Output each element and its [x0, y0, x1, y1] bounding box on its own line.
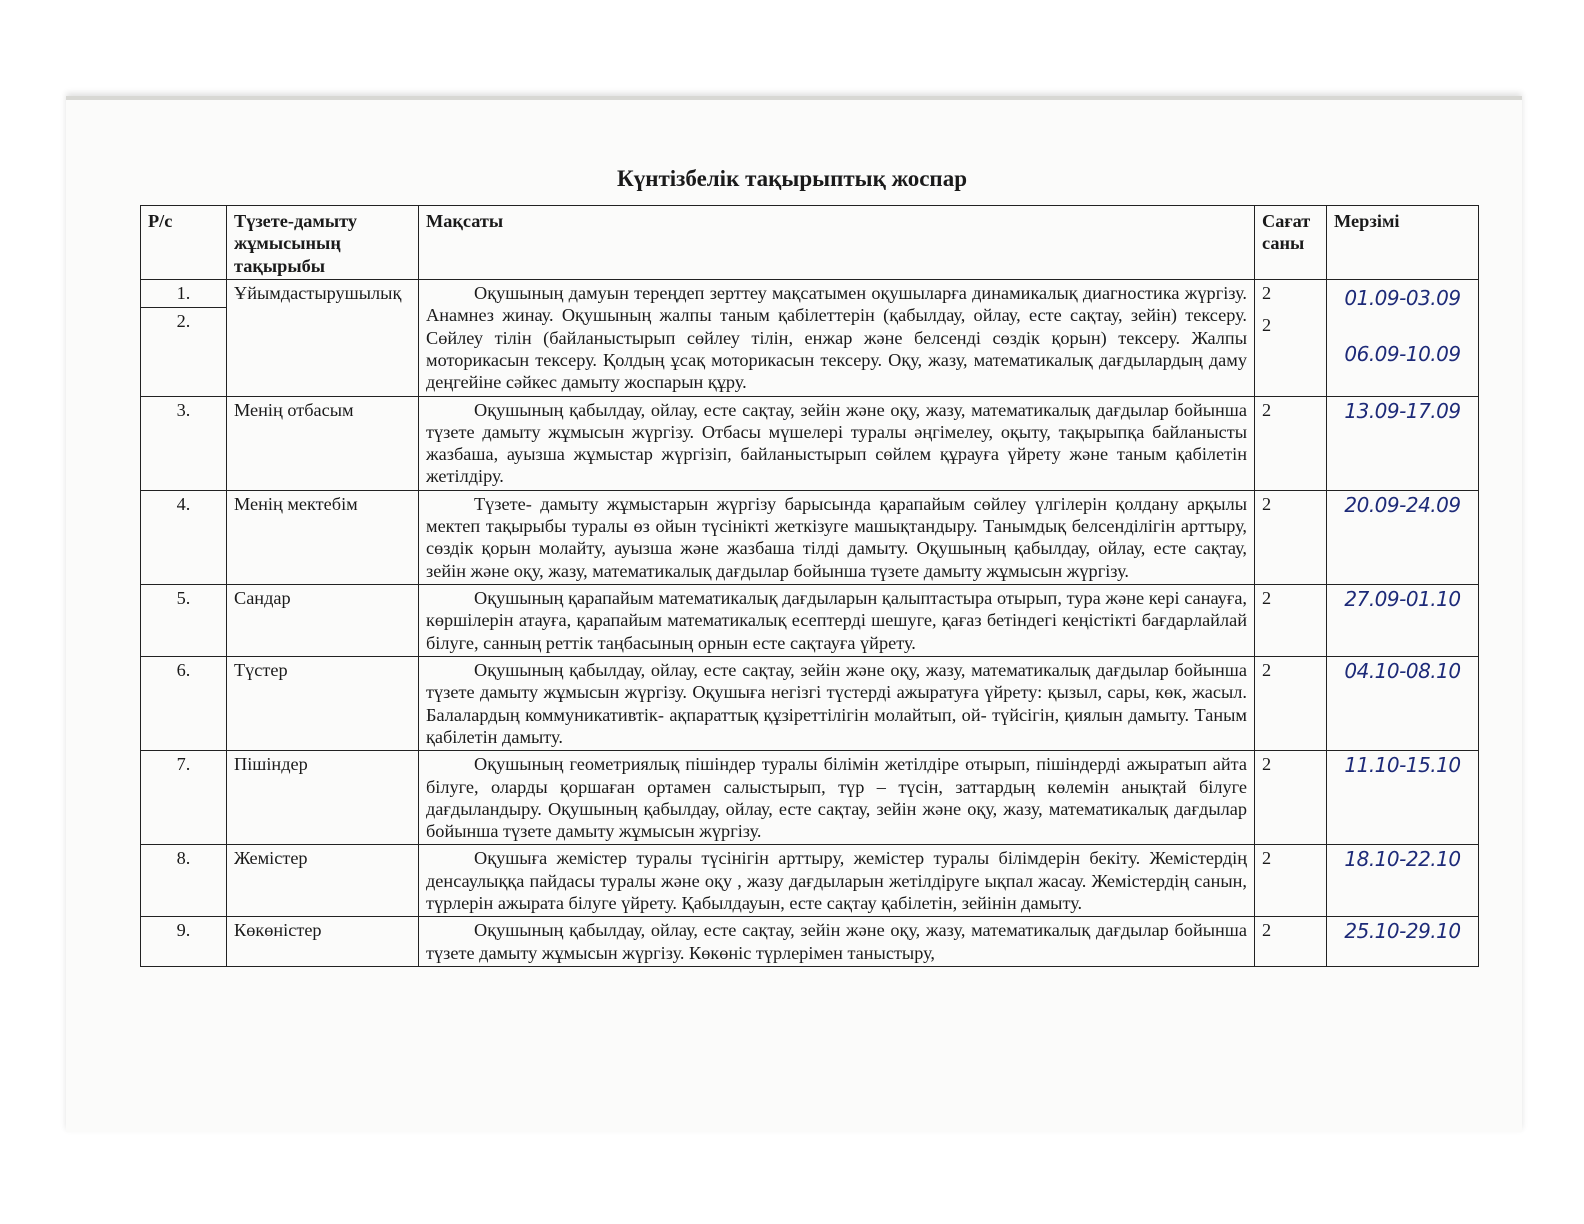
- row-hours: 2: [1255, 585, 1327, 657]
- row-aim: [419, 845, 1255, 917]
- row-aim: [419, 751, 1255, 845]
- row-topic: Ұйымдастырушылық: [227, 279, 419, 396]
- row-aim: [419, 585, 1255, 657]
- row-hours: 2: [1255, 656, 1327, 750]
- table-header-row: [141, 206, 1479, 280]
- row-topic: Сандар: [227, 585, 419, 657]
- row-date: 11.10-15.10: [1327, 751, 1479, 845]
- row-topic: Көкөністер: [227, 917, 419, 967]
- calendar-plan-table: [140, 205, 1479, 967]
- row-num: [141, 279, 227, 396]
- row-aim: [419, 917, 1255, 967]
- row-date: 20.09-24.09: [1327, 490, 1479, 584]
- row-hours: 2: [1255, 917, 1327, 967]
- table-row: [141, 751, 1479, 845]
- row-aim: [419, 656, 1255, 750]
- row-date: 25.10-29.10: [1327, 917, 1479, 967]
- row-hours: [1255, 279, 1327, 396]
- row-aim-text: Оқушының қабылдау, ойлау, есте сақтау, зейін және оқу, жазу, математикалық дағдылар бойынша түзете дамыту жұмысын жүргізу. Отбасы мүшелері туралы әңгімелеу, оқыту, тақырыпқа байланысты жазбаша, ауызша жұмыстар жүргізіп, байланыстырып сөйлем құрауға үйрету және таным қабілетін жетілдіру.: [426, 399, 1247, 487]
- header-num: Р/с: [141, 206, 227, 280]
- row-topic: Менің мектебім: [227, 490, 419, 584]
- row-aim-text: Оқушының қабылдау, ойлау, есте сақтау, зейін және оқу, жазу, математикалық дағдылар бойынша түзете дамыту жұмысын жүргізу. Көкөніс түрлерімен таныстыру,: [426, 920, 1247, 963]
- row-num-2: 2.: [141, 307, 226, 332]
- header-dates: Мерзімі: [1327, 206, 1479, 280]
- row-num: 6.: [141, 656, 227, 750]
- row-num: 8.: [141, 845, 227, 917]
- row-aim-text: Оқушыға жемістер туралы түсінігін арттыру, жемістер туралы білімдерін бекіту. Жемістердің денсаулыққа пайдасы туралы және оқу , жазу дағдыларын жетілдіруге ықпал жасау. Жемістердің санын, түрлерін ажырата білуге үйрету. Қабылдауын, есте сақтау қабілетін, зейінін дамыту.: [426, 848, 1247, 914]
- row-aim: [419, 490, 1255, 584]
- table-row: [141, 279, 1479, 396]
- header-topic: Түзете-дамыту жұмысының тақырыбы: [227, 206, 419, 280]
- row-aim: [419, 279, 1255, 396]
- row-aim-text: Оқушының қарапайым математикалық дағдыларын қалыптастыра отырып, тура және кері санауға, көршілерін атауға, қарапайым математикалық есептерді шешуге, қағаз бетіндегі кеңістікті бағдарлайлай білуге, санның реттік таңбасының орнын есте сақтауға үйрету.: [426, 588, 1247, 653]
- row-hours: 2: [1255, 845, 1327, 917]
- header-hours: Сағат саны: [1255, 206, 1327, 280]
- table-row: [141, 490, 1479, 584]
- page-title: Күнтізбелік тақырыптық жоспар: [617, 166, 967, 191]
- header-aim: Мақсаты: [419, 206, 1255, 280]
- row-hours-2: 2: [1262, 315, 1272, 336]
- row-topic: Жемістер: [227, 845, 419, 917]
- row-num: 3.: [141, 396, 227, 490]
- row-topic: Түстер: [227, 656, 419, 750]
- row-date: 27.09-01.10: [1327, 585, 1479, 657]
- row-num: 5.: [141, 585, 227, 657]
- row-date: [1327, 279, 1479, 396]
- row-hours: 2: [1255, 751, 1327, 845]
- row-num: 7.: [141, 751, 227, 845]
- row-hours: 2: [1255, 490, 1327, 584]
- row-aim-text: Оқушының дамуын тереңдеп зерттеу мақсатымен оқушыларға динамикалық диагностика жүргізу. Анамнез жинау. Оқушының жалпы таным қабілеттерін (қабылдау, ойлау, есте сақтау, зейін) тексеру. Сөйлеу тілін (байланыстырып сөйлеу тілін, енжар және белсенді сөздік қорын) тексеру. Жалпы моторикасын тексеру. Қолдың ұсақ моторикасын тексеру. Оқу, жазу, математикалық дағдылардың даму деңгейіне сәйкес дамыту жоспарын құру.: [426, 282, 1247, 393]
- row-hours: 2: [1255, 396, 1327, 490]
- table-row: [141, 917, 1479, 967]
- table-row: [141, 585, 1479, 657]
- row-topic: Пішіндер: [227, 751, 419, 845]
- row-topic: Менің отбасым: [227, 396, 419, 490]
- row-aim-text: Түзете- дамыту жұмыстарын жүргізу барысында қарапайым сөйлеу үлгілерін қолдану арқылы мектеп тақырыбы туралы өз ойын түсінікті жеткізуге машықтандыру. Танымдық белсенділігін арттыру, сөздік қорын молайту, ауызша және жазбаша тілді дамыту. Оқушының қабылдау, ойлау, есте сақтау, зейін және оқу, жазу, математикалық дағдылар бойынша түзете дамыту жұмысын жүргізу.: [426, 493, 1247, 581]
- table-row: [141, 845, 1479, 917]
- row-date: 18.10-22.10: [1327, 845, 1479, 917]
- row-date-1: 01.09-03.09: [1344, 285, 1461, 310]
- row-num: 4.: [141, 490, 227, 584]
- row-aim: [419, 396, 1255, 490]
- row-aim-text: Оқушының қабылдау, ойлау, есте сақтау, зейін және оқу, жазу, математикалық дағдылар бойынша түзете дамыту жұмысын жүргізу. Оқушыға негізгі түстерді ажыратуға үйрету: қызыл, сары, көк, жасыл. Балалардың коммуникативтік- ақпараттық құзіреттілігін молайтып, ой- түйсігін, қиялын дамыту. Таным қабілетін дамыту.: [426, 659, 1247, 747]
- row-aim-text: Оқушының геометриялық пішіндер туралы білімін жетілдіре отырып, пішіндерді ажыратып айта білуге, оларды қоршаған ортамен салыстырып, түр – түсін, заттардың көлемін анықтай білуге дағдыландыру. Оқушының қабылдау, ойлау, есте сақтау, зейін және оқу, жазу, математикалық дағдылар бойынша түзете дамыту жұмысын жүргізу.: [426, 754, 1247, 842]
- row-num: 9.: [141, 917, 227, 967]
- row-date: 13.09-17.09: [1327, 396, 1479, 490]
- row-num-1: 1.: [176, 282, 191, 303]
- table-row: [141, 396, 1479, 490]
- row-date: 04.10-08.10: [1327, 656, 1479, 750]
- row-date-2: 06.09-10.09: [1344, 342, 1461, 367]
- row-hours-1: 2: [1262, 282, 1272, 303]
- table-row: [141, 656, 1479, 750]
